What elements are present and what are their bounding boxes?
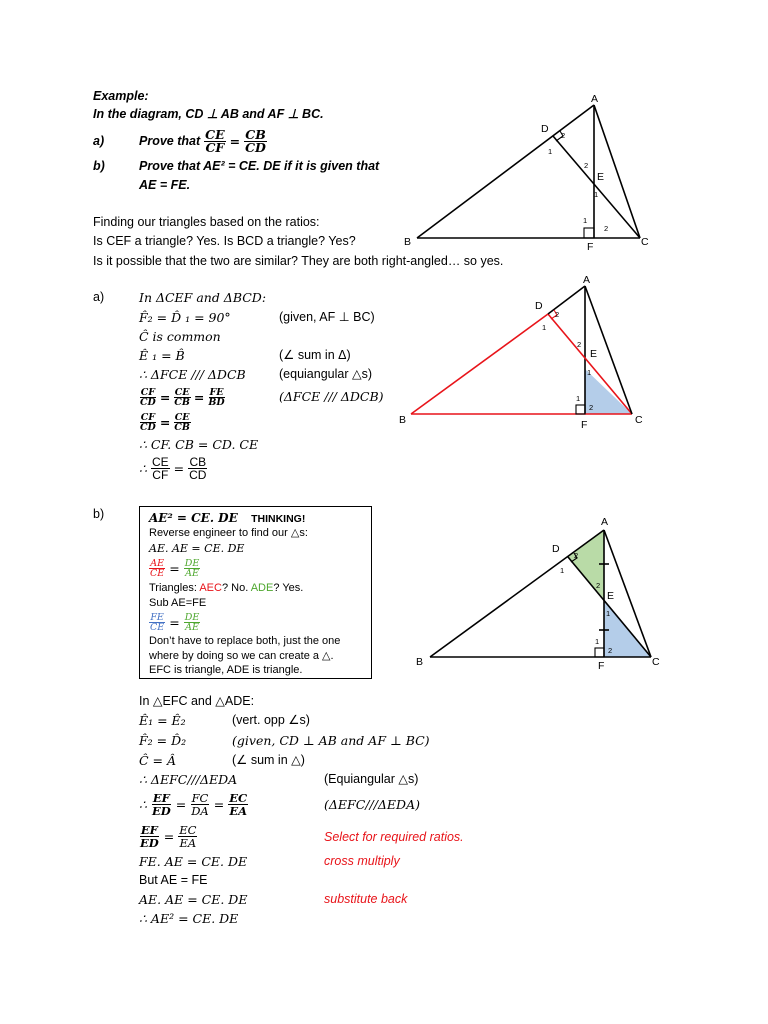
part-b-line-9: But AE = FE [139, 873, 208, 887]
part-b-reason-2: (vert. opp ∠s) [232, 713, 310, 727]
denominator: EA [229, 803, 248, 818]
denominator: CF [152, 467, 169, 482]
part-a-line-5: ∴ ΔFCE /// ΔDCB [139, 367, 246, 382]
finding-line-2: Is CEF a triangle? Yes. Is BCD a triangle? Yes? [93, 234, 356, 248]
box-thinking: THINKING! [251, 513, 306, 525]
denominator: EA [179, 835, 197, 850]
label-c: C [641, 236, 649, 248]
numerator: CE [174, 386, 190, 398]
part-b-ratio-1: ∴ $\frac{EF}{ED}$ = $\frac{FC}{DA}$ = $\frac{EC}{EA}$ [139, 790, 248, 818]
part-a-ratio-1: $\frac{CF}{CD}$ = $\frac{CE}{CB}$ = $\frac{FE}{BD}$ [140, 386, 225, 408]
numerator: EC [179, 822, 197, 837]
side-bd [411, 314, 548, 414]
denominator: BD [208, 396, 225, 408]
box-line-6: Don’t have to replace both, just the one [149, 635, 341, 647]
right-angle-mark-f [584, 228, 594, 238]
denominator: CE [150, 621, 165, 633]
angle-label: 1 [548, 147, 553, 156]
label-c: C [635, 414, 643, 426]
denominator: CB [174, 396, 190, 408]
numerator: CE [174, 411, 190, 423]
fraction [173, 388, 191, 407]
diagram-2 [395, 268, 665, 438]
fraction [207, 388, 225, 407]
part-b-question-cont: AE = FE. [139, 178, 191, 192]
part-b-question: Prove that AE² = CE. DE if it is given that [139, 159, 380, 173]
part-a-question-text: Prove that [139, 133, 201, 148]
box-triangles [149, 581, 303, 596]
label-a: A [601, 516, 609, 528]
denominator: CE [150, 567, 165, 579]
fraction [184, 613, 201, 632]
part-b-note-8: cross multiply [324, 854, 400, 868]
numerator: FE [209, 386, 224, 398]
part-b-line-4: Ĉ = Â [139, 753, 177, 768]
part-b-reason-5: (Equiangular △s) [324, 772, 419, 786]
angle-label: 2 [604, 224, 609, 233]
numerator: DE [184, 611, 200, 623]
label-b: B [416, 656, 424, 668]
triangles-mid: ? No. [221, 582, 251, 594]
part-a-reason-5: (equiangular △s) [279, 367, 372, 381]
angle-label: 2 [577, 340, 582, 349]
angle-label: 2 [596, 581, 601, 590]
label-e: E [597, 171, 605, 183]
fraction [190, 792, 210, 817]
label-c: C [652, 656, 660, 668]
numerator: CF [140, 386, 156, 398]
denominator: ED [151, 803, 171, 818]
fraction [184, 559, 201, 578]
diagram-1 [395, 88, 665, 258]
angle-label: 1 [583, 216, 588, 225]
denominator: CF [205, 139, 225, 155]
label-f: F [581, 419, 588, 431]
angle-label: 1 [576, 394, 581, 403]
triangle-aec: AEC [199, 582, 222, 594]
denominator: AE [185, 567, 199, 579]
part-a-ratio-2: $\frac{CF}{CD}$ = $\frac{CE}{CB}$ [140, 411, 190, 433]
numerator: FC [191, 790, 209, 805]
box-ratio-1: $\frac{AE}{CE}$ = $\frac{DE}{AE}$ [150, 557, 200, 579]
fraction [149, 559, 165, 578]
angle-label: 1 [595, 637, 600, 646]
part-b-ratio-2: $\frac{EF}{ED}$ = $\frac{EC}{EA}$ [140, 822, 197, 850]
finding-line-1: Finding our triangles based on the ratios: [93, 215, 320, 229]
angle-label: 2 [584, 161, 589, 170]
denominator: ED [140, 835, 159, 850]
fraction [178, 824, 197, 849]
fraction [139, 388, 157, 407]
part-b-line-11: ∴ AE² = CE. DE [139, 911, 239, 926]
label-f: F [587, 241, 594, 253]
numerator: FE [150, 611, 164, 623]
given-statement: In the diagram, CD ⊥ AB and AF ⊥ BC. [93, 107, 324, 121]
label-e: E [590, 348, 598, 360]
box-line-2: AE. AE = CE. DE [149, 542, 245, 555]
label-f: F [598, 660, 605, 670]
part-a-reason-2: (given, AF ⊥ BC) [279, 310, 375, 324]
label-a: A [591, 93, 599, 105]
part-a-line-2: F̂₂ = D̂ ₁ = 90° [139, 310, 231, 325]
part-a-reason-6: (ΔFCE /// ΔDCB) [279, 389, 384, 404]
label-d: D [541, 123, 549, 135]
box-line-7: where by doing so we can create a △. [149, 650, 334, 662]
part-a-line-4: Ê ₁ = B̂ [139, 348, 185, 363]
part-b-line-8: FE. AE = CE. DE [139, 854, 248, 869]
numerator: EF [152, 790, 170, 805]
angle-label: 1 [594, 190, 599, 199]
triangle-ade: ADE [250, 582, 274, 594]
label-e: E [607, 590, 615, 602]
diagram-3 [410, 510, 680, 670]
angle-label: 1 [606, 609, 611, 618]
fraction [244, 126, 267, 155]
denominator: DA [191, 803, 209, 818]
example-heading: Example: [93, 89, 149, 103]
denominator: CD [140, 421, 156, 433]
part-a-label: a) [93, 134, 105, 148]
numerator: EC [229, 790, 248, 805]
side-ad [548, 286, 585, 314]
part-b-note-7: Select for required ratios. [324, 830, 464, 844]
part-b-line-5: ∴ ΔEFC///ΔEDA [139, 772, 238, 787]
part-b-line-3: F̂₂ = D̂₂ [139, 733, 187, 748]
triangles-suffix: ? Yes. [273, 582, 304, 594]
numerator: CE [151, 454, 169, 469]
numerator: CF [140, 411, 156, 423]
box-title: AE² = CE. DE [149, 511, 238, 525]
angle-label: 2 [589, 403, 594, 412]
box-ratio-2: $\frac{FE}{CE}$ = $\frac{DE}{AE}$ [150, 611, 200, 633]
numerator: EF [140, 822, 158, 837]
box-line-8: EFC is triangle, ADE is triangle. [149, 664, 303, 676]
box-sub: Sub AE=FE [149, 597, 207, 609]
part-b-line-1: In △EFC and △ADE: [139, 694, 255, 708]
part-b-reason-6: (ΔEFC///ΔEDA) [324, 797, 420, 812]
part-a-reason-4: (∠ sum in Δ) [279, 348, 351, 362]
side-ab [430, 530, 604, 657]
numerator: CB [245, 126, 266, 142]
part-b-solution-label: b) [93, 507, 105, 521]
fraction [173, 413, 191, 432]
label-b: B [399, 414, 407, 426]
box-title-row [149, 511, 305, 527]
numerator: CE [205, 126, 225, 142]
finding-line-3: Is it possible that the two are similar? They are both right-angled… so yes. [93, 254, 504, 268]
angle-label: 1 [560, 566, 565, 575]
label-d: D [552, 543, 560, 555]
part-a-line-8: ∴ CF. CB = CD. CE [139, 437, 259, 452]
denominator: CD [189, 467, 207, 482]
part-b-reason-3: (given, CD ⊥ AB and AF ⊥ BC) [232, 733, 430, 748]
fraction [149, 613, 165, 632]
fraction [151, 792, 172, 817]
angle-label: 1 [587, 368, 592, 377]
numerator: AE [150, 557, 164, 569]
altitude-cd [553, 136, 640, 238]
label-b: B [404, 236, 412, 248]
triangles-prefix: Triangles: [149, 582, 200, 594]
numerator: DE [184, 557, 200, 569]
denominator: AE [185, 621, 199, 633]
denominator: CD [140, 396, 156, 408]
fraction [139, 413, 157, 432]
part-b-line-2: Ê₁ = Ê₂ [139, 713, 186, 728]
angle-label: 1 [542, 323, 547, 332]
part-b-reason-4: (∠ sum in △) [232, 753, 305, 767]
angle-label: 2 [555, 310, 560, 319]
denominator: CD [245, 139, 266, 155]
angle-label: 2 [574, 551, 579, 560]
part-b-line-10: AE. AE = CE. DE [139, 892, 248, 907]
part-a-solution-label: a) [93, 290, 105, 304]
part-b-label: b) [93, 159, 105, 173]
label-d: D [535, 300, 543, 312]
denominator: CB [174, 421, 190, 433]
numerator: CB [189, 454, 207, 469]
part-a-line-3: Ĉ is common [139, 329, 221, 344]
fraction [228, 792, 248, 817]
fraction [188, 456, 207, 481]
part-a-line-1: In ΔCEF and ΔBCD: [139, 290, 267, 305]
angle-label: 2 [561, 131, 566, 140]
angle-label: 2 [608, 646, 613, 655]
right-angle-mark-f [595, 648, 604, 657]
box-line-1: Reverse engineer to find our △s: [149, 527, 308, 539]
fraction [204, 126, 225, 155]
part-a-ratio-3: ∴ $\frac{CE}{CF}$ = $\frac{CB}{CD}$ [139, 454, 207, 482]
part-a-question: Prove that $\frac{CE}{CF}$ = $\frac{CB}{CD}$ [139, 126, 266, 155]
side-ab [417, 105, 594, 238]
fraction [139, 824, 160, 849]
part-b-note-10: substitute back [324, 892, 408, 906]
fraction [151, 456, 170, 481]
thinking-box [139, 506, 372, 679]
right-angle-mark-f [576, 405, 585, 414]
label-a: A [583, 274, 591, 286]
